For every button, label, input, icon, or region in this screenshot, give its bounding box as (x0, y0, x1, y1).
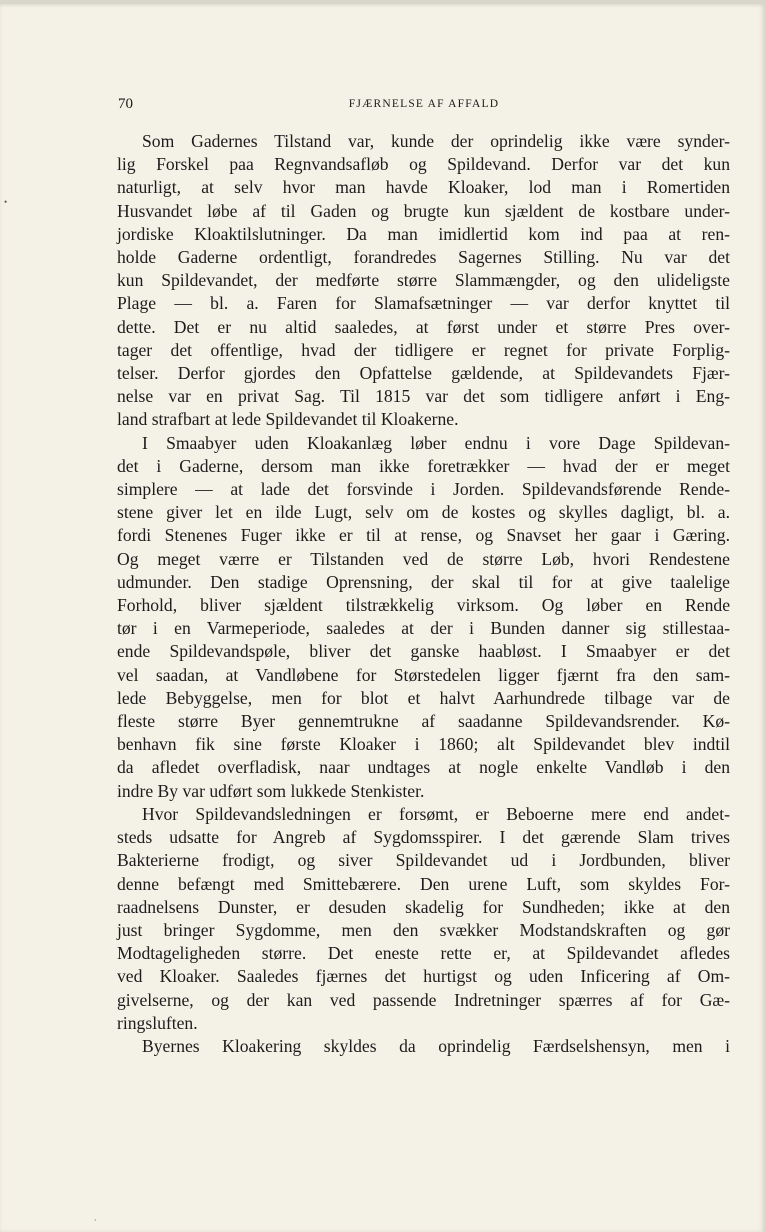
text-line: tør i en Varmeperiode, saaledes at der i Bunden danner sig stillestaa- (117, 618, 730, 639)
text-line: ringsluften. (117, 1012, 198, 1033)
text-line: Og meget værre er Tilstanden ved de større Løb, hvori Rendestene (117, 548, 730, 569)
running-head: FJÆRNELSE AF AFFALD (348, 98, 500, 110)
text-line: givelserne, og der kan ved passende Indretninger spærres af for Gæ- (117, 989, 730, 1010)
text-line: ende Spildevandspøle, bliver det ganske haabløst. I Smaabyer er det (117, 641, 730, 662)
page-header (118, 96, 730, 116)
text-line: fordi Stenenes Fuger ikke er til at rense, og Snavset her gaar i Gæring. (117, 525, 730, 546)
text-line: benhavn fik sine første Kloaker i 1860; alt Spildevandet blev indtil (117, 734, 730, 755)
text-line: Forhold, bliver sjældent tilstrækkelig virksom. Og løber en Rende (117, 595, 730, 616)
text-line: Modtageligheden større. Det eneste rette er, at Spildevandet afledes (117, 943, 730, 964)
paragraph (117, 432, 730, 803)
text-line: nelse var en privat Sag. Til 1815 var det som tidligere anført i Eng- (117, 386, 730, 407)
text-line: Hvor Spildevandsledningen er forsømt, er Beboerne mere end andet- (142, 803, 730, 824)
text-line: telser. Derfor gjordes den Opfattelse gældende, at Spildevandets Fjær- (117, 363, 730, 384)
text-line: tager det offentlige, hvad der tidligere er regnet for private Forplig- (117, 339, 730, 360)
text-line: vel saadan, at Vandløbene for Størstedelen ligger fjærnt fra den sam- (117, 664, 730, 685)
text-line: I Smaabyer uden Kloakanlæg løber endnu i vore Dage Spildevan- (142, 432, 730, 453)
text-line: lig Forskel paa Regnvandsafløb og Spildevand. Derfor var det kun (117, 154, 730, 175)
page-number: 70 (118, 96, 133, 112)
bottom-mark: ⸲ (94, 1213, 97, 1222)
text-line: kun Spildevandet, der medførte større Slammængder, og den ulideligste (117, 270, 730, 291)
text-line: jordiske Kloaktilslutninger. Da man imidlertid kom ind paa at ren- (117, 223, 730, 244)
paragraph (117, 130, 730, 432)
text-line: denne befængt med Smittebærere. Den urene Luft, som skyldes For- (117, 873, 730, 894)
text-line: udmunder. Den stadige Oprensning, der skal til for at give taalelige (117, 571, 730, 592)
text-line: simplere — at lade det forsvinde i Jorden. Spildevandsførende Rende- (117, 479, 730, 500)
text-line: det i Gaderne, dersom man ikke foretrækker — hvad der er meget (117, 455, 730, 476)
text-line: fleste større Byer gennemtrukne af saadanne Spildevandsrender. Kø- (117, 711, 730, 732)
book-page (0, 4, 764, 1232)
text-line: stene giver let en ilde Lugt, selv om de kostes og skylles dagligt, bl. a. (117, 502, 730, 523)
text-line: dette. Det er nu altid saaledes, at først under et større Pres over- (117, 316, 730, 337)
text-line: Husvandet løbe af til Gaden og brugte kun sjældent de kostbare under- (117, 200, 730, 221)
text-line: lede Bebyggelse, men for blot et halvt Aarhundrede tilbage var de (117, 687, 730, 708)
text-line: indre By var udført som lukkede Stenkister. (117, 780, 425, 801)
text-line: Plage — bl. a. Faren for Slamafsætninger — var derfor knyttet til (117, 293, 730, 314)
text-line: steds udsatte for Angreb af Sygdomsspirer. I det gærende Slam trives (117, 827, 730, 848)
paragraph (117, 1035, 730, 1058)
margin-mark: • (4, 197, 8, 207)
text-line: ved Kloaker. Saaledes fjærnes det hurtigst og uden Inficering af Om- (117, 966, 730, 987)
text-line: Bakterierne frodigt, og siver Spildevandet ud i Jordbunden, bliver (117, 850, 730, 871)
text-line: raadnelsens Dunster, er desuden skadelig for Sundheden; ikke at den (117, 896, 730, 917)
body-text (117, 130, 730, 1058)
text-line: Byernes Kloakering skyldes da oprindelig Færdselshensyn, men i (142, 1035, 730, 1056)
text-line: da afledet overfladisk, naar undtages at nogle enkelte Vandløb i den (117, 757, 730, 778)
text-line: naturligt, at selv hvor man havde Kloaker, lod man i Romertiden (117, 177, 730, 198)
text-line: land strafbart at lede Spildevandet til Kloakerne. (117, 409, 459, 430)
text-line: Som Gadernes Tilstand var, kunde der oprindelig ikke være synder- (142, 131, 730, 151)
paragraph (117, 803, 730, 1035)
text-line: holde Gaderne ordentligt, forandredes Sagernes Stilling. Nu var det (117, 247, 730, 268)
text-line: just bringer Sygdomme, men den svækker Modstandskraften og gør (117, 919, 730, 940)
